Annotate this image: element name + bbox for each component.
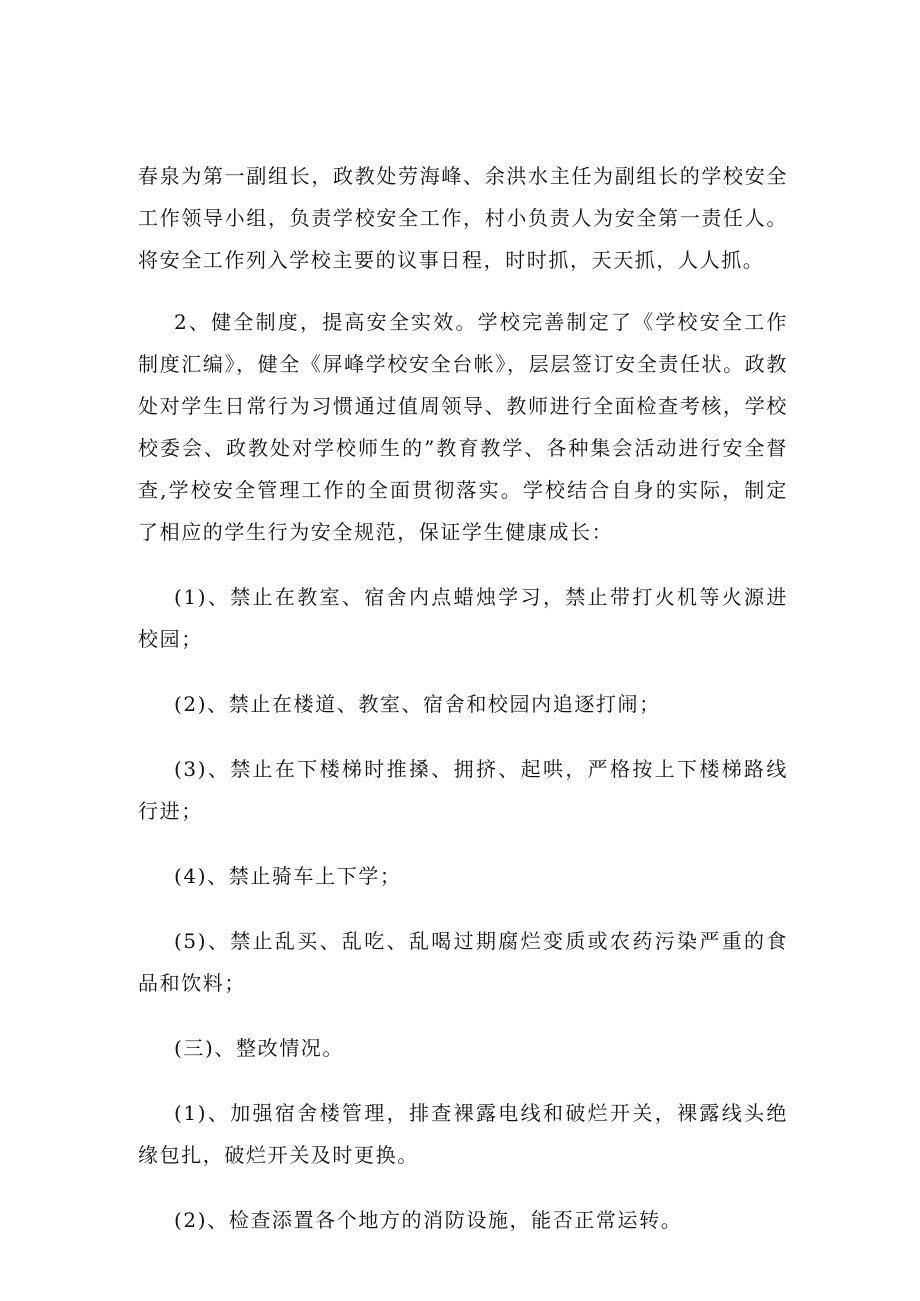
paragraph-system-improvement: 2、健全制度，提高安全实效。学校完善制定了《学校安全工作制度汇编》，健全《屏峰学校安全台帐》，层层签订安全责任状。政教处对学生日常行为习惯通过值周领导、教师进行全面检查考核，学校校委会、政教处对学校师生的”教育教学、各种集会活动进行安全督查,学校安全管理工作的全面贯彻落实。学校结合自身的实际，制定了相应的学生行为安全规范，保证学生健康成长：: [138, 310, 788, 544]
list-item-rule-4: (4)、禁止骑车上下学；: [174, 864, 402, 888]
list-item-rule-2: (2)、禁止在楼道、教室、宿舍和校园内追逐打闹；: [174, 692, 661, 716]
list-item-rule-1: (1)、禁止在教室、宿舍内点蜡烛学习，禁止带打火机等火源进校园；: [138, 585, 788, 651]
paragraph-leadership-group: 春泉为第一副组长，政教处劳海峰、余洪水主任为副组长的学校安全工作领导小组，负责学校安全工作，村小负责人为安全第一责任人。将安全工作列入学校主要的议事日程，时时抓，天天抓，人人抓。: [138, 164, 788, 272]
list-item-rule-5: (5)、禁止乱买、乱吃、乱喝过期腐烂变质或农药污染严重的食品和饮料；: [138, 929, 788, 995]
list-item-rule-3: (3)、禁止在下楼梯时推搡、拥挤、起哄，严格按上下楼梯路线行进；: [138, 757, 788, 823]
list-item-rectification-2: (2)、检查添置各个地方的消防设施，能否正常运转。: [174, 1208, 683, 1232]
document-body: [138, 155, 788, 1241]
list-item-rectification-1: (1)、加强宿舍楼管理，排查裸露电线和破烂开关，裸露线头绝缘包扎，破烂开关及时更换。: [138, 1101, 788, 1167]
section-heading-rectification: (三)、整改情况。: [174, 1036, 345, 1060]
